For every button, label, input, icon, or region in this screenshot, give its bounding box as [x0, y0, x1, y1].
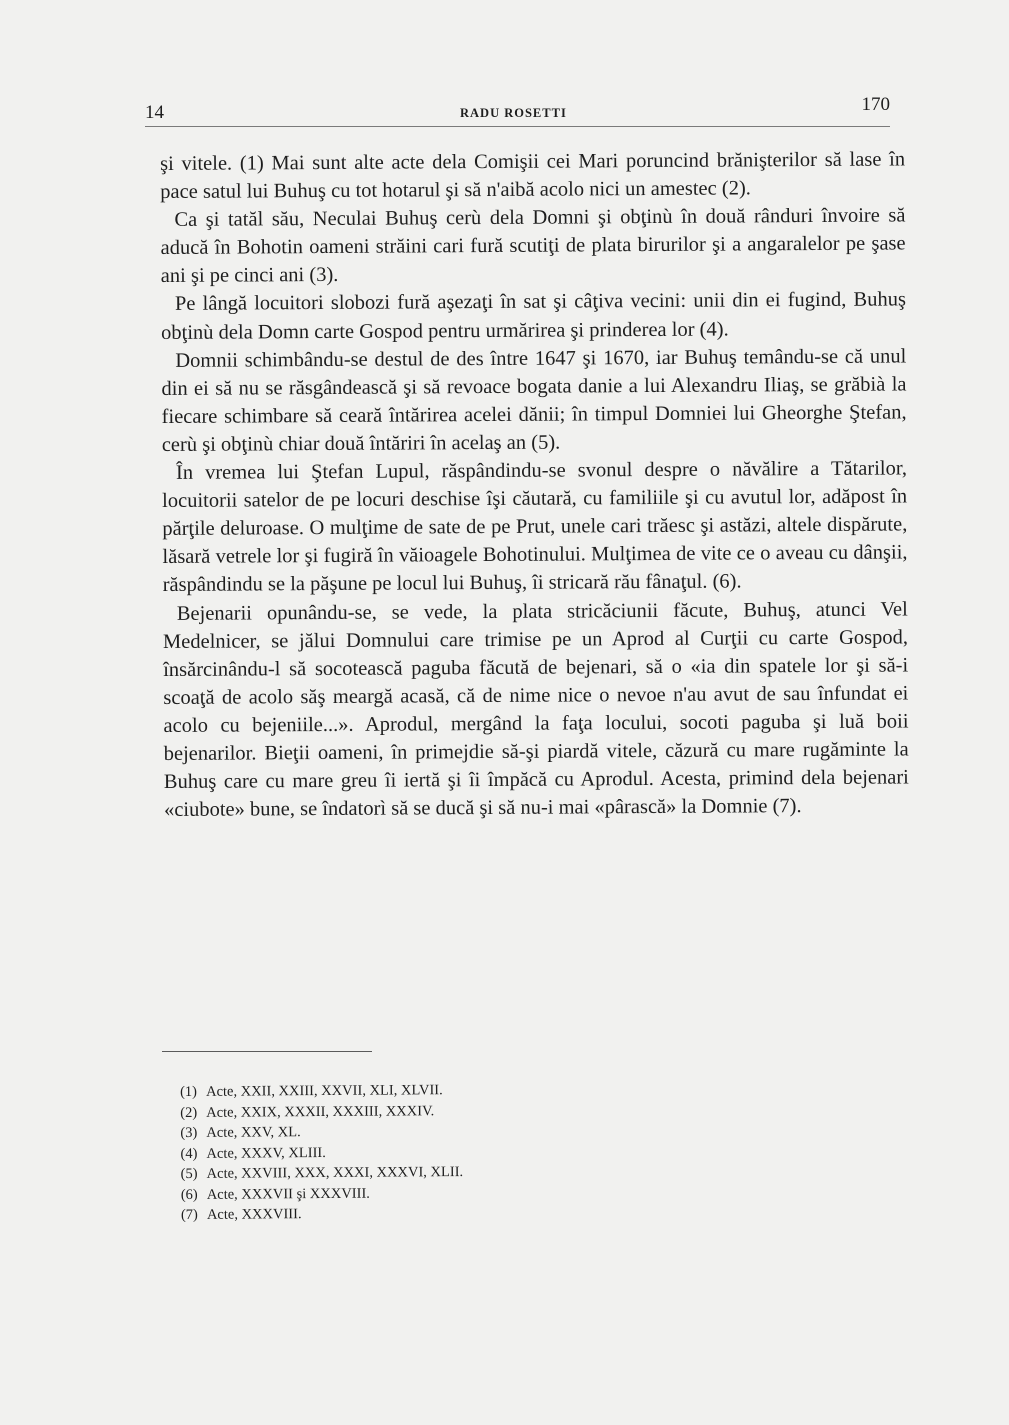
page-number-left: 14 — [145, 102, 164, 123]
footnote-mark: (4) — [180, 1145, 198, 1162]
footnote-mark: (3) — [180, 1124, 198, 1141]
page-number-right: 170 — [861, 94, 890, 115]
footnote-text: Acte, XXII, XXIII, XXVII, XLI, XLVII. — [206, 1082, 443, 1100]
footnote-text: Acte, XXVIII, XXX, XXXI, XXXVI, XLII. — [206, 1164, 464, 1182]
footnote-text: Acte, XXXVIII. — [206, 1206, 302, 1223]
paragraph: şi vitele. (1) Mai sunt alte acte dela Comişii cei Mari poruncind brănişterilor să lase în pace satul lui Buhuş cu tot hotarul şi să n'aibă acolo nici un amestec (2). — [160, 148, 906, 204]
running-title: RADU ROSETTI — [460, 106, 567, 120]
footnote-text: Acte, XXXV, XLIII. — [206, 1144, 326, 1162]
footnote-mark: (5) — [180, 1165, 198, 1182]
footnote-mark: (2) — [180, 1104, 198, 1121]
page-header — [145, 92, 890, 127]
footnote-text: Acte, XXXVII şi XXXVIII. — [206, 1185, 370, 1203]
paragraph: Domnii schimbându-se destul de des între 1647 şi 1670, iar Buhuş temându-se că unul din ei să nu se răsgândească şi să revoace bogata danie a lui Alexandru Iliaş, se grăbià la fiecare schimbare să ceară întărirea acelei dănii; în timpul Domniei lui Gheorghe Ştefan, cerù şi obţinù chiar două întăriri în acelaş an (5). — [161, 345, 907, 456]
footnote-mark: (6) — [180, 1186, 198, 1203]
footnote — [181, 1202, 681, 1226]
paragraph: Pe lângă locuitori slobozi fură aşezaţi în sat şi câţiva vecini: unii din ei fugind, Buhuş obţinù dela Domn carte Gospod pentru urmărirea şi prinderea lor (4). — [161, 288, 906, 344]
paragraph: Bejenarii opunându-se, se vede, la plata stricăciunii făcute, Buhuş, atunci Vel Medelnicer, se jălui Domnului care trimise pe un Aprod al Curţii cu carte Gospod, însărcinându-l să socotească paguba făcută de bejenari, să o «ia din spatele lor şi să-i scoaţă de acolo săş meargă acasă, că de nime nice o nevoe n'au avut de sau înfundat ei acolo cu bejeniile...». Aprodul, mergând la faţa locului, socoti paguba şi luă boii bejenarilor. Bieţii oameni, în primejdie să-şi piardă vitele, căzură cu mare rugăminte la Buhuş care cu mare greu îi iertă şi îi împăcă cu Aprodul. Acesta, primind dela bejenari «ciubote» bune, se îndatorì să se ducă şi să nu-i mai «pârască» la Domnie (7). — [162, 597, 909, 822]
main-text — [160, 145, 909, 824]
footnote-mark: (7) — [180, 1206, 198, 1223]
paragraph: În vremea lui Ştefan Lupul, răspândindu-se svonul despre o năvălire a Tătarilor, locuitorii satelor de pe locuri deschise îşi căutară, cu familiile şi cu avutul lor, adăpost în părţile deluroase. O mulţime de sate de pe Prut, unele cari trăesc şi astăzi, altele dispărute, lăsară vetrele lor şi fugiră în văioagele Bohotinului. Mulţimea de vite ce o aveau cu dânşii, răspândindu se la păşune pe locul lui Buhuş, îi stricară rău fânaţul. (6). — [162, 457, 908, 597]
footnote-text: Acte, XXIX, XXXII, XXXIII, XXXIV. — [206, 1102, 435, 1121]
footnote-separator — [162, 1051, 372, 1052]
paragraph: Ca şi tatăl său, Neculai Buhuş cerù dela Domni şi obţinù în două rânduri învoire să aducă în Bohotin oameni străini cari fură scutiţi de plata birurilor şi a angaralelor pe şase ani şi pe cinci ani (3). — [160, 204, 906, 288]
footnote-mark: (1) — [180, 1083, 198, 1100]
footnotes — [180, 1079, 681, 1226]
footnote-text: Acte, XXV, XL. — [206, 1124, 301, 1141]
